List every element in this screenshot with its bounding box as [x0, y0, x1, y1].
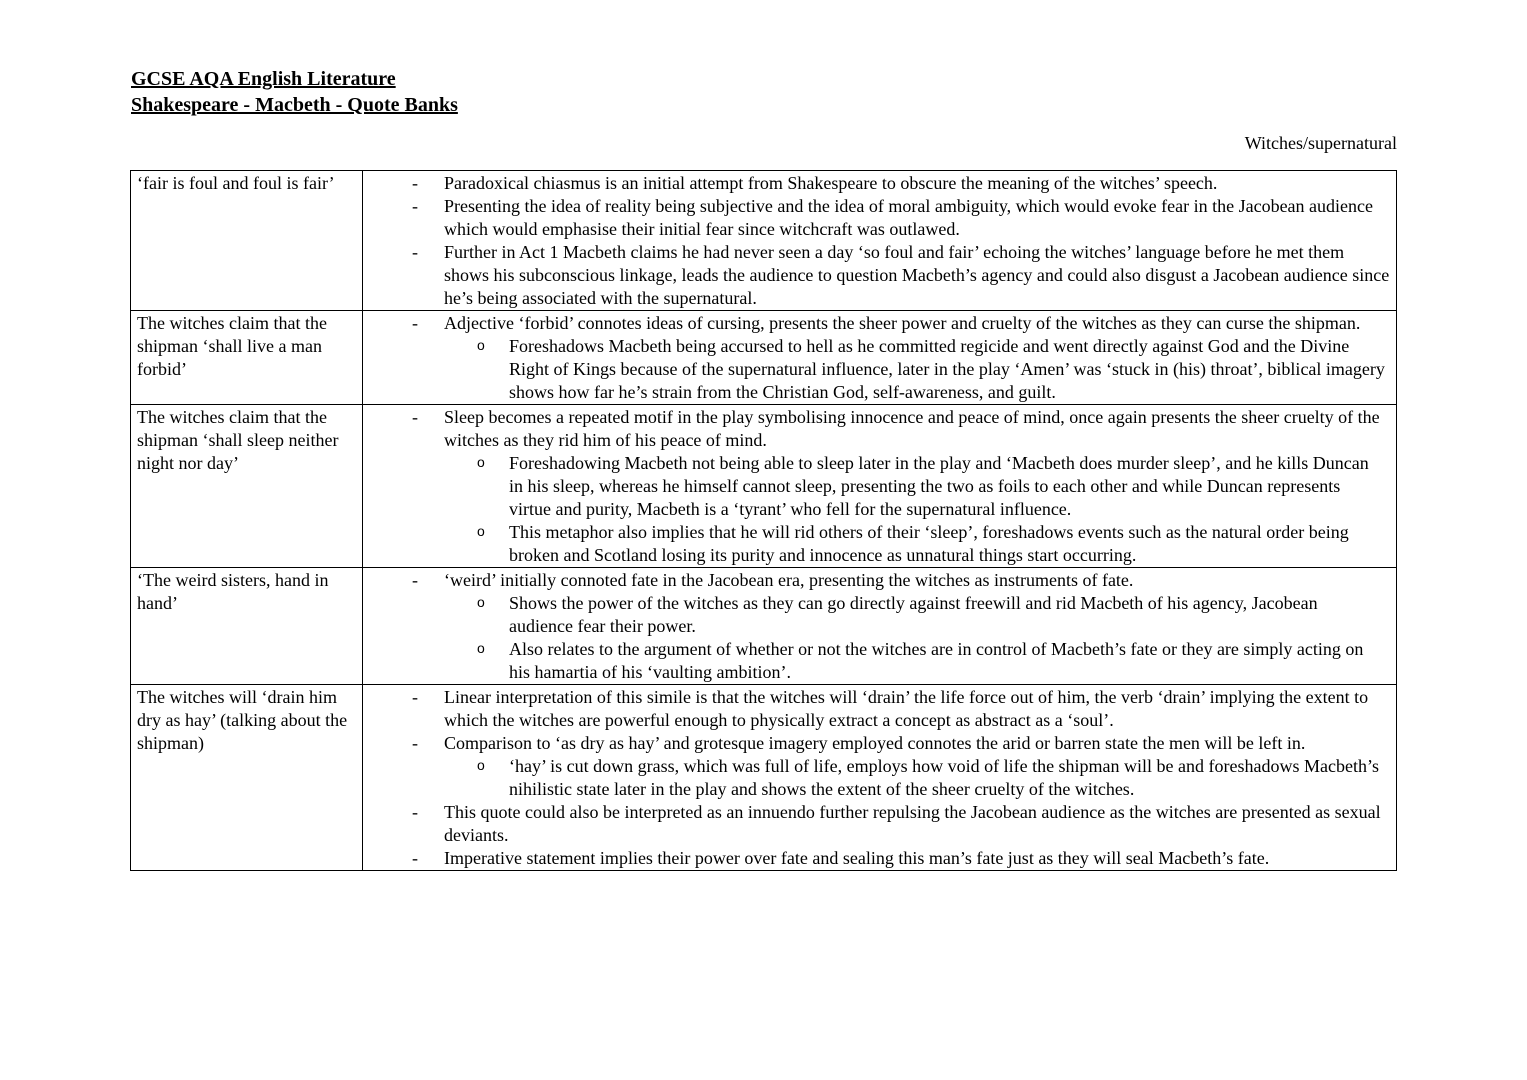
section-label: Witches/supernatural [1244, 133, 1397, 153]
analysis-subpoint: o ‘hay’ is cut down grass, which was full of life, employs how void of life the shipman will be and foreshadows Macbeth’s nihilistic state later in the play and shows the extent of the sheer cruelty of the witches. [369, 755, 1390, 801]
analysis-sublist [369, 755, 1390, 801]
analysis-cell [363, 405, 1397, 568]
analysis-cell [363, 311, 1397, 405]
analysis-point: - Imperative statement implies their power over fate and sealing this man’s fate just as they will seal Macbeth’s fate. [369, 847, 1390, 870]
analysis-point: - Adjective ‘forbid’ connotes ideas of cursing, presents the sheer power and cruelty of the witches as they can curse the shipman. [369, 312, 1390, 335]
analysis-subpoint: o Foreshadowing Macbeth not being able to sleep later in the play and ‘Macbeth does murder sleep’, and he kills Duncan in his sleep, whereas he himself cannot sleep, presenting the two as foils to each other and while Duncan represents virtue and purity, Macbeth is a ‘tyrant’ who fell for the supernatural influence. [369, 452, 1390, 521]
analysis-point: - Comparison to ‘as dry as hay’ and grotesque imagery employed connotes the arid or barren state the men will be left in. [369, 732, 1390, 755]
table-row [131, 568, 1397, 685]
analysis-list [369, 406, 1390, 452]
analysis-point: - ‘weird’ initially connoted fate in the Jacobean era, presenting the witches as instruments of fate. [369, 569, 1390, 592]
analysis-subpoint: o Also relates to the argument of whether or not the witches are in control of Macbeth’s fate or they are simply acting on his hamartia of his ‘vaulting ambition’. [369, 638, 1390, 684]
analysis-subpoint: o This metaphor also implies that he will rid others of their ‘sleep’, foreshadows events such as the natural order being broken and Scotland losing its purity and innocence as unnatural things start occurring. [369, 521, 1390, 567]
quote-cell: ‘fair is foul and foul is fair’ [131, 171, 363, 311]
analysis-list [369, 172, 1390, 310]
analysis-list [369, 801, 1390, 870]
analysis-list [369, 569, 1390, 592]
document-subtitle: Shakespeare - Macbeth - Quote Banks [131, 94, 458, 116]
table-row [131, 171, 1397, 311]
table-row [131, 405, 1397, 568]
quote-cell: The witches claim that the shipman ‘shall live a man forbid’ [131, 311, 363, 405]
quote-cell: The witches will ‘drain him dry as hay’ (talking about the shipman) [131, 685, 363, 871]
quote-cell: ‘The weird sisters, hand in hand’ [131, 568, 363, 685]
analysis-point: - Sleep becomes a repeated motif in the play symbolising innocence and peace of mind, once again presents the sheer cruelty of the witches as they rid him of his peace of mind. [369, 406, 1390, 452]
analysis-subpoint: o Shows the power of the witches as they can go directly against freewill and rid Macbeth of his agency, Jacobean audience fear their power. [369, 592, 1390, 638]
analysis-point: - This quote could also be interpreted as an innuendo further repulsing the Jacobean audience as the witches are presented as sexual deviants. [369, 801, 1390, 847]
analysis-list [369, 686, 1390, 755]
quote-bank-table [130, 170, 1397, 871]
page-header [131, 66, 458, 118]
analysis-sublist [369, 335, 1390, 404]
analysis-point: - Further in Act 1 Macbeth claims he had never seen a day ‘so foul and fair’ echoing the witches’ language before he met them shows his subconscious linkage, leads the audience to question Macbeth’s agency and could also disgust a Jacobean audience since he’s being associated with the supernatural. [369, 241, 1390, 310]
analysis-subpoint: o Foreshadows Macbeth being accursed to hell as he committed regicide and went directly against God and the Divine Right of Kings because of the supernatural influence, later in the play ‘Amen’ was ‘stuck in (his) throat’, biblical imagery shows how far he’s strain from the Christian God, self-awareness, and guilt. [369, 335, 1390, 404]
quote-cell: The witches claim that the shipman ‘shall sleep neither night nor day’ [131, 405, 363, 568]
table-row [131, 311, 1397, 405]
analysis-cell [363, 171, 1397, 311]
analysis-point: - Presenting the idea of reality being subjective and the idea of moral ambiguity, which would evoke fear in the Jacobean audience which would emphasise their initial fear since witchcraft was outlawed. [369, 195, 1390, 241]
quote-rows [131, 171, 1397, 871]
analysis-point: - Paradoxical chiasmus is an initial attempt from Shakespeare to obscure the meaning of the witches’ speech. [369, 172, 1390, 195]
analysis-sublist [369, 452, 1390, 567]
analysis-cell [363, 568, 1397, 685]
table-row [131, 685, 1397, 871]
analysis-sublist [369, 592, 1390, 684]
analysis-point: - Linear interpretation of this simile is that the witches will ‘drain’ the life force out of him, the verb ‘drain’ implying the extent to which the witches are powerful enough to physically extract a concept as abstract as a ‘soul’. [369, 686, 1390, 732]
document-title: GCSE AQA English Literature [131, 68, 396, 90]
analysis-list [369, 312, 1390, 335]
analysis-cell [363, 685, 1397, 871]
